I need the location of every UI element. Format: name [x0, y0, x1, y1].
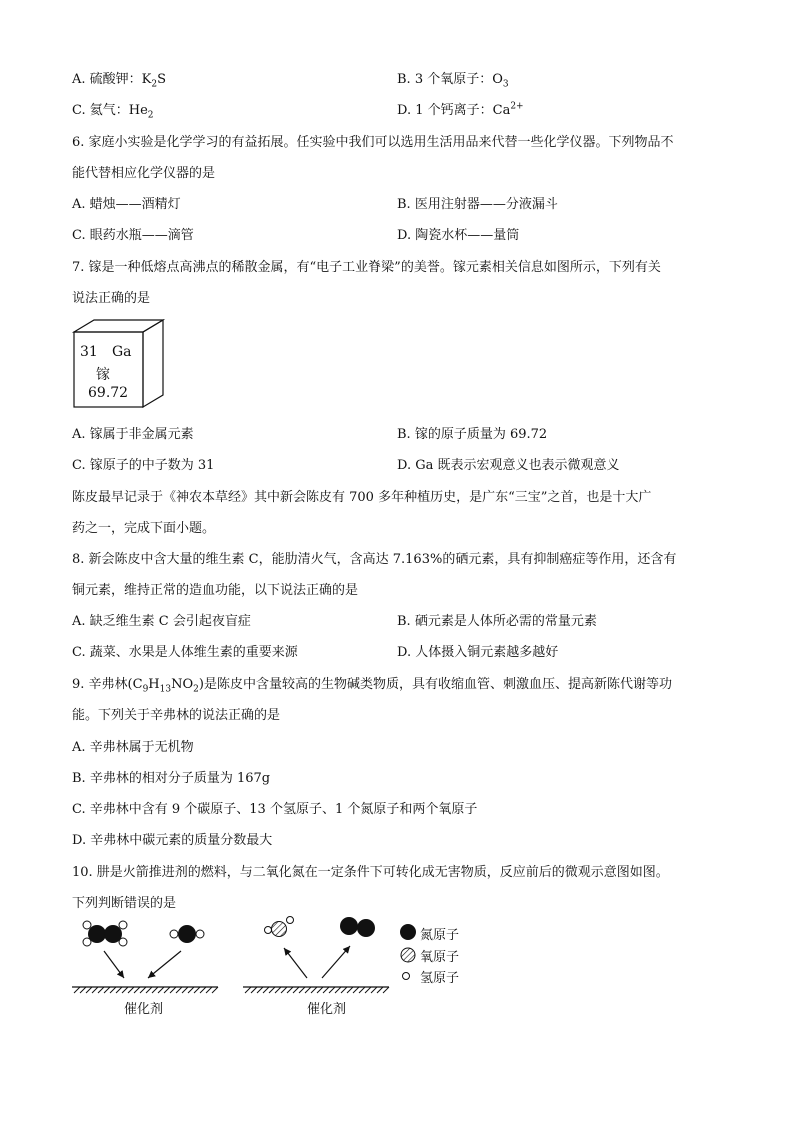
q9-sub-h: 13 — [159, 684, 172, 695]
q8-option-b: B. 硒元素是人体所必需的常量元素 — [397, 614, 597, 629]
q8-stem-line1: 8. 新会陈皮中含大量的维生素 C，能肋清火气，含高达 7.163%的硒元素，具有抑制癌症等作用，还含有 — [72, 552, 677, 567]
q5-option-d — [397, 99, 524, 118]
q10-stem-line2: 下列判断错误的是 — [72, 896, 177, 911]
q6-stem-line1: 6. 家庭小实验是化学学习的有益拓展。任实验中我们可以选用生活用品来代替一些化学仪器。下列物品不 — [72, 135, 674, 150]
q7-stem-line1: 7. 镓是一种低熔点高沸点的稀散金属，有“电子工业脊梁”的美誉。镓元素相关信息如图所示，下列有关 — [72, 260, 661, 275]
q5-b-text: B. 3 个氧原子：O — [397, 72, 503, 87]
q5-d-sup: 2+ — [510, 101, 524, 112]
q9-sub-c: 9 — [142, 684, 149, 695]
q6-stem-line2: 能代替相应化学仪器的是 — [72, 166, 216, 181]
q6-option-b: B. 医用注射器——分液漏斗 — [397, 197, 558, 212]
q5-d-text: D. 1 个钙离子：Ca — [397, 103, 511, 118]
legend-oxygen: 氧原子 — [420, 950, 460, 965]
q5-a-sub: 2 — [151, 79, 158, 90]
q8-stem-line2: 铜元素，维持正常的造血功能，以下说法正确的是 — [72, 583, 359, 598]
q8-option-d: D. 人体摄入铜元素越多越好 — [397, 645, 559, 660]
q5-a-tail: S — [157, 72, 167, 87]
hydrogen-atom-symbol — [403, 973, 410, 980]
legend-nitrogen: 氮原子 — [420, 928, 460, 943]
q5-c-text: C. 氦气：He — [72, 103, 148, 118]
nitrogen-dioxide-molecule — [170, 925, 204, 943]
q5-option-a — [72, 68, 166, 90]
q7-option-b: B. 镓的原子质量为 69.72 — [397, 427, 548, 442]
q5-c-sub: 2 — [147, 110, 154, 121]
oxygen-atom-symbol — [401, 948, 415, 962]
q9-option-a: A. 辛弗林属于无机物 — [72, 740, 194, 755]
water-molecule — [265, 917, 294, 937]
element-atomic-number: 31 — [80, 344, 98, 360]
q9-option-c: C. 辛弗林中含有 9 个碳原子、13 个氢原子、1 个氮原子和两个氧原子 — [72, 802, 478, 817]
q9-stem-part: )是陈皮中含量较高的生物碱类物质，具有收缩血管、刺激血压、提高新陈代谢等功 — [198, 677, 672, 692]
q9-stem-part: 9. 辛弗林(C — [72, 677, 143, 692]
q8-option-c: C. 蔬菜、水果是人体维生素的重要来源 — [72, 645, 298, 660]
q7-stem-line2: 说法正确的是 — [72, 291, 151, 306]
passage-line2: 药之一，完成下面小题。 — [72, 521, 216, 536]
q9-sub-o: 2 — [193, 684, 199, 695]
q9-stem-part: H — [148, 677, 160, 692]
q7-option-a: A. 镓属于非金属元素 — [72, 427, 194, 442]
catalyst-label-left: 催化剂 — [124, 1002, 164, 1017]
legend-hydrogen: 氢原子 — [420, 971, 460, 986]
q6-option-a: A. 蜡烛——酒精灯 — [72, 197, 181, 212]
element-name: 镓 — [96, 367, 110, 383]
q6-option-d: D. 陶瓷水杯——量筒 — [397, 228, 520, 243]
q5-b-sub: 3 — [502, 79, 509, 90]
q5-a-text: A. 硫酸钾：K — [72, 72, 152, 87]
q9-stem-line2: 能。下列关于辛弗林的说法正确的是 — [72, 708, 281, 723]
q9-option-d: D. 辛弗林中碳元素的质量分数最大 — [72, 833, 273, 848]
q9-option-b: B. 辛弗林的相对分子质量为 167g — [72, 771, 271, 786]
q7-option-c: C. 镓原子的中子数为 31 — [72, 458, 215, 473]
q7-option-d: D. Ga 既表示宏观意义也表示微观意义 — [397, 458, 620, 473]
catalyst-label-right: 催化剂 — [307, 1002, 347, 1017]
q9-stem-line1 — [72, 673, 672, 695]
q9-stem-part: NO — [171, 677, 194, 692]
element-mass: 69.72 — [88, 385, 129, 401]
passage-line1: 陈皮最早记录于《神农本草经》其中新会陈皮有 700 多年种植历史，是广东“三宝”之首，也是十大广 — [72, 490, 652, 505]
nitrogen-atom-symbol — [400, 924, 416, 940]
nitrogen-molecule — [340, 917, 375, 937]
hydrazine-molecule — [83, 921, 127, 946]
q5-option-c — [72, 99, 154, 121]
q5-option-b — [397, 68, 509, 90]
q8-option-a: A. 缺乏维生素 C 会引起夜盲症 — [72, 614, 251, 629]
element-symbol: Ga — [112, 344, 132, 360]
q10-stem-line1: 10. 肼是火箭推进剂的燃料，与二氧化氮在一定条件下可转化成无害物质，反应前后的微观示意图如图。 — [72, 865, 669, 880]
q6-option-c: C. 眼药水瓶——滴管 — [72, 228, 194, 243]
